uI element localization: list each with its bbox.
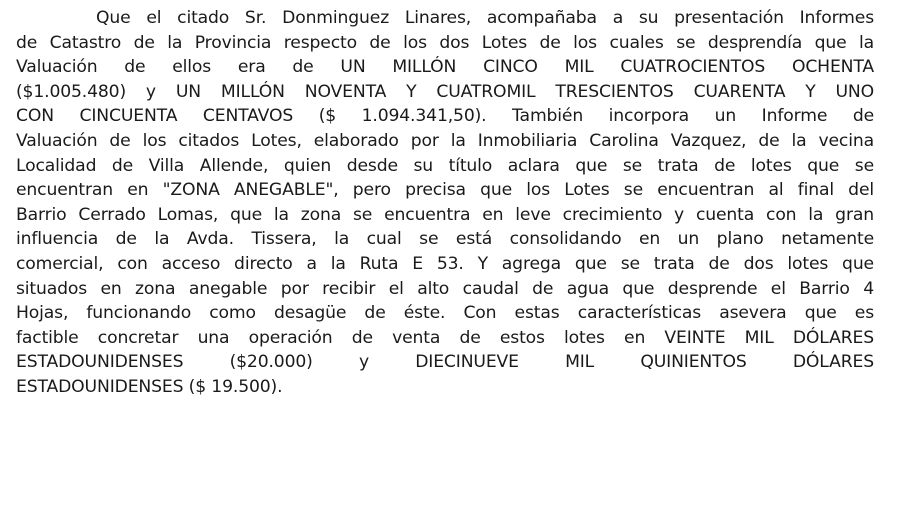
text-line: Hojas, funcionando como desagüe de éste. Con estas características asevera que es <box>16 303 874 324</box>
text-line: Que el citado Sr. Donminguez Linares, acompañaba a su presentación Informes <box>96 8 874 28</box>
text-line: factible concretar una operación de venta de estos lotes en VEINTE MIL DÓLARES <box>16 327 874 348</box>
text-line: Valuación de los citados Lotes, elaborado por la Inmobiliaria Carolina Vazquez, de la vecina <box>16 130 874 151</box>
text-line: Localidad de Villa Allende, quien desde su título aclara que se trata de lotes que se <box>16 155 874 176</box>
text-line: ($1.005.480) y UN MILLÓN NOVENTA Y CUATROMIL TRESCIENTOS CUARENTA Y UNO <box>16 81 874 102</box>
text-line: ESTADOUNIDENSES ($20.000) y DIECINUEVE MIL QUINIENTOS DÓLARES <box>16 352 874 373</box>
text-line: Valuación de ellos era de UN MILLÓN CINCO MIL CUATROCIENTOS OCHENTA <box>16 57 874 78</box>
text-line: situados en zona anegable por recibir el alto caudal de agua que desprende el Barrio 4 <box>16 278 874 299</box>
document-paragraph <box>16 6 874 400</box>
text-line: influencia de la Avda. Tissera, la cual se está consolidando en un plano netamente <box>16 229 874 250</box>
text-line: Barrio Cerrado Lomas, que la zona se encuentra en leve crecimiento y cuenta con la gran <box>16 204 874 225</box>
text-line: de Catastro de la Provincia respecto de los dos Lotes de los cuales se desprendía que la <box>16 32 874 53</box>
text-line: CON CINCUENTA CENTAVOS ($ 1.094.341,50). También incorpora un Informe de <box>16 106 874 127</box>
cut-off-text-line <box>92 488 302 498</box>
text-line: comercial, con acceso directo a la Ruta E 53. Y agrega que se trata de dos lotes que <box>16 253 874 274</box>
text-line: encuentran en "ZONA ANEGABLE", pero precisa que los Lotes se encuentran al final del <box>16 180 874 201</box>
text-line: ESTADOUNIDENSES ($ 19.500). <box>16 376 283 397</box>
